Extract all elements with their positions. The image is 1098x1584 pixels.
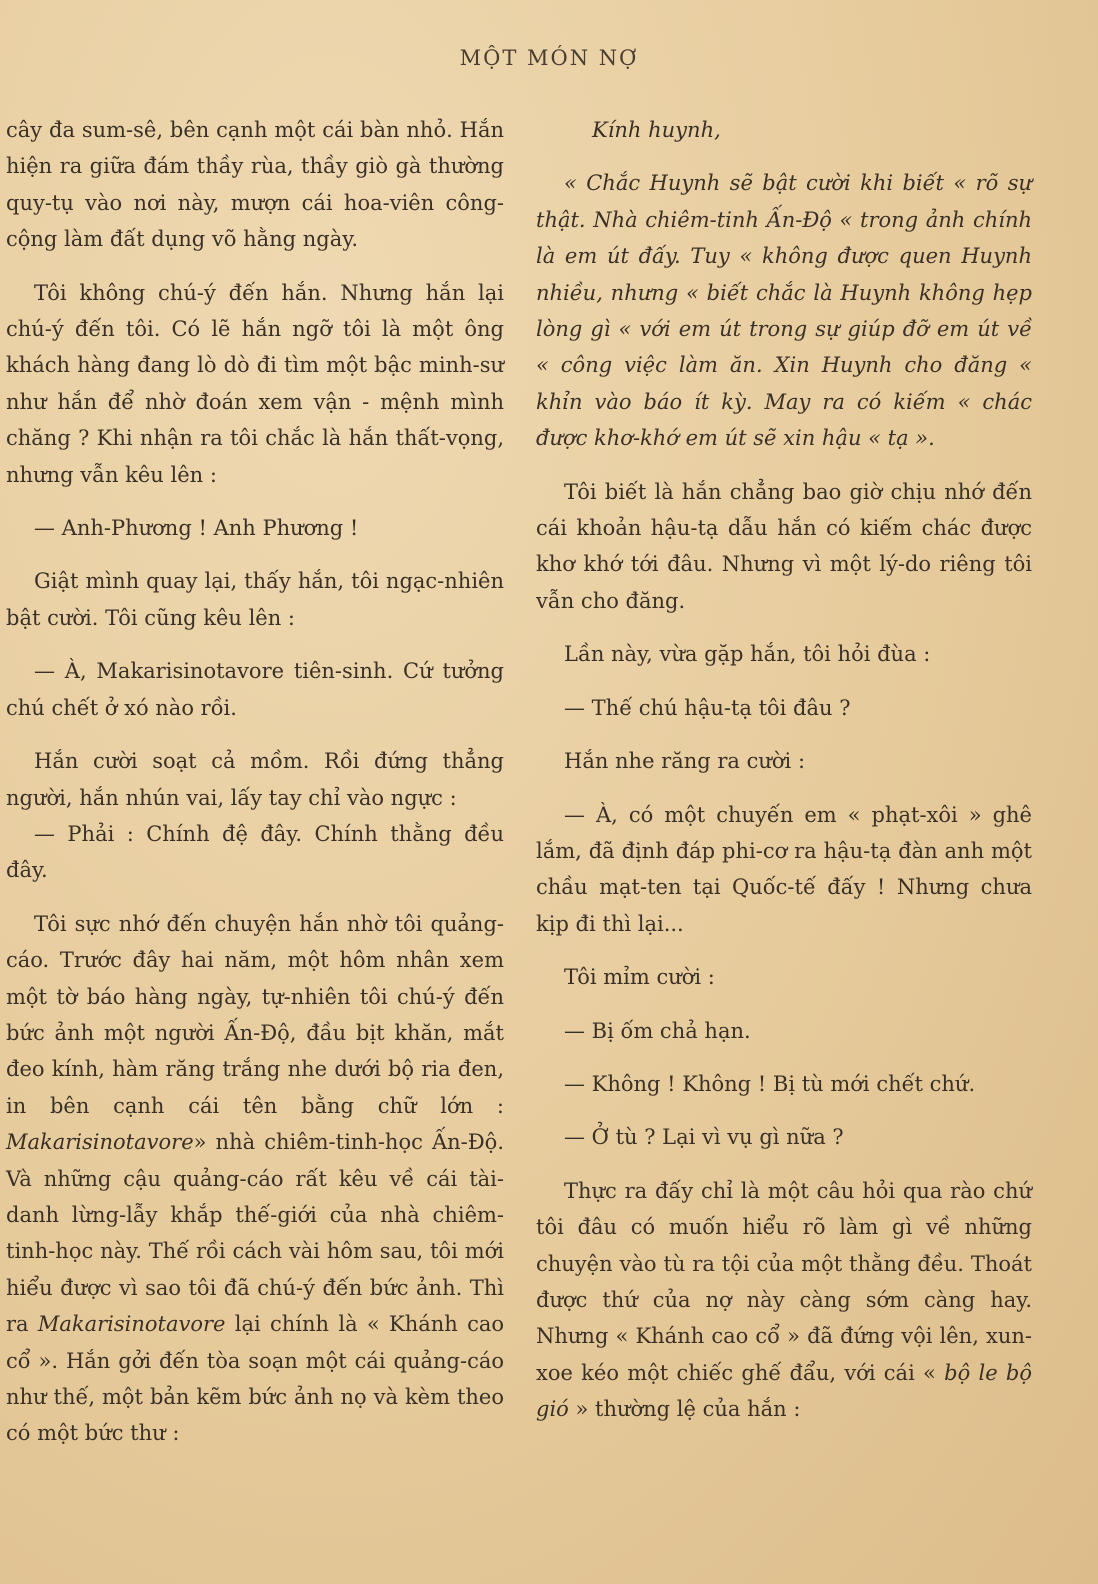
paragraph: Tôi không chú-ý đến hắn. Nhưng hắn lại chú-ý đến tôi. Có lẽ hắn ngỡ tôi là một ông khách hàng đang lò dò đi tìm một bậc minh-sư như hắn để nhờ đoán xem vận - mệnh mình chăng ? Khi nhận ra tôi chắc là hắn thất-vọng, nhưng vẫn kêu lên : bbox=[6, 280, 504, 487]
italic-name: Makarisinotavore bbox=[37, 1312, 226, 1337]
paragraph: Giật mình quay lại, thấy hắn, tôi ngạc-nhiên bật cười. Tôi cũng kêu lên : bbox=[6, 569, 504, 630]
text-run: lại chính là « Khánh cao cổ ». Hắn gởi đến tòa soạn một cái quảng-cáo như thế, một bản kẽm bức ảnh nọ và kèm theo có một bức thư : bbox=[6, 1312, 504, 1446]
running-header: MỘT MÓN NỢ bbox=[459, 46, 639, 70]
paragraph: Hắn nhe răng ra cười : bbox=[564, 749, 806, 774]
paragraph bbox=[6, 906, 504, 1452]
dialogue-line: — Anh-Phương ! Anh Phương ! bbox=[34, 516, 359, 541]
paragraph: Lần này, vừa gặp hắn, tôi hỏi đùa : bbox=[564, 642, 931, 667]
dialogue-line: — À, có một chuyến em « phạt-xôi » ghê lắm, đã định đáp phi-cơ ra hậu-tạ đàn anh một chầu mạt-ten tại Quốc-tế đấy ! Nhưng chưa kịp đi thì lại... bbox=[536, 802, 1032, 936]
dialogue-line: — Ở tù ? Lại vì vụ gì nữa ? bbox=[564, 1125, 844, 1150]
paragraph: Hắn cười soạt cả mồm. Rồi đứng thẳng người, hắn nhún vai, lấy tay chỉ vào ngực : bbox=[6, 749, 504, 810]
dialogue-line: — Không ! Không ! Bị tù mới chết chứ. bbox=[564, 1071, 976, 1096]
text-run: Tôi sực nhớ đến chuyện hắn nhờ tôi quảng-cáo. Trước đây hai năm, một hôm nhân xem một tờ báo hàng ngày, tự-nhiên tôi chú-ý đến bức ảnh một người Ấn-Độ, đầu bịt khăn, mắt đeo kính, hàm răng trắng nhe dưới bộ ria đen, in bên cạnh cái tên bằng chữ lớn : bbox=[6, 911, 504, 1118]
text-run: » nhà chiêm-tinh-học Ấn-Độ. Và những cậu quảng-cáo rất kêu về cái tài-danh lừng-lẫy khắp thế-giới của nhà chiêm-tinh-học này. Thế rồi cách vài hôm sau, tôi mới hiểu được vì sao tôi đã chú-ý đến bức ảnh. Thì ra bbox=[6, 1130, 504, 1337]
paragraph bbox=[536, 1173, 1032, 1428]
text-run: Thực ra đấy chỉ là một câu hỏi qua rào chứ tôi đâu có muốn hiểu rõ làm gì về những chuyện vào tù ra tội của một thằng đều. Thoát được thứ của nợ này càng sớm càng hay. Nhưng « Khánh cao cổ » đã đứng vội lên, xun-xoe kéo một chiếc ghế đẩu, với cái « bbox=[536, 1178, 1032, 1385]
left-column bbox=[6, 112, 504, 1452]
paragraph: Tôi mỉm cười : bbox=[564, 965, 715, 990]
paragraph: Tôi biết là hắn chẳng bao giờ chịu nhớ đến cái khoản hậu-tạ dẫu hắn có kiếm chác được khơ khớ tới đâu. Nhưng vì một lý-do riêng tôi vẫn cho đăng. bbox=[536, 479, 1032, 613]
text-run: » thường lệ của hắn : bbox=[575, 1397, 801, 1422]
letter-salutation: Kính huynh, bbox=[592, 118, 721, 142]
right-column bbox=[536, 112, 1032, 1428]
italic-name: Makarisinotavore bbox=[6, 1130, 194, 1155]
dialogue-line: — Bị ốm chả hạn. bbox=[564, 1018, 751, 1043]
dialogue-line: — Thế chú hậu-tạ tôi đâu ? bbox=[564, 695, 851, 720]
italic-phrase: bộ le bộ gió bbox=[536, 1360, 1032, 1422]
letter-body: « Chắc Huynh sẽ bật cười khi biết « rõ sự thật. Nhà chiêm-tinh Ấn-Độ « trong ảnh chính là em út đấy. Tuy « không được quen Huynh nhiều, nhưng « biết chắc là Huynh không hẹp lòng gì « với em út trong sự giúp đỡ em út về « công việc làm ăn. Xin Huynh cho đăng « khỉn vào báo ít kỳ. May ra có kiếm « chác được khơ-khớ em út sẽ xin hậu « tạ ». bbox=[536, 171, 1032, 451]
paragraph: cây đa sum-sê, bên cạnh một cái bàn nhỏ. Hắn hiện ra giữa đám thầy rùa, thầy giò gà thường quy-tụ vào nơi này, mượn cái hoa-viên công-cộng làm đất dụng võ hằng ngày. bbox=[6, 118, 504, 252]
dialogue-line: — À, Makarisinotavore tiên-sinh. Cứ tưởng chú chết ở xó nào rồi. bbox=[6, 659, 504, 720]
dialogue-line: — Phải : Chính đệ đây. Chính thằng đều đây. bbox=[6, 821, 504, 883]
